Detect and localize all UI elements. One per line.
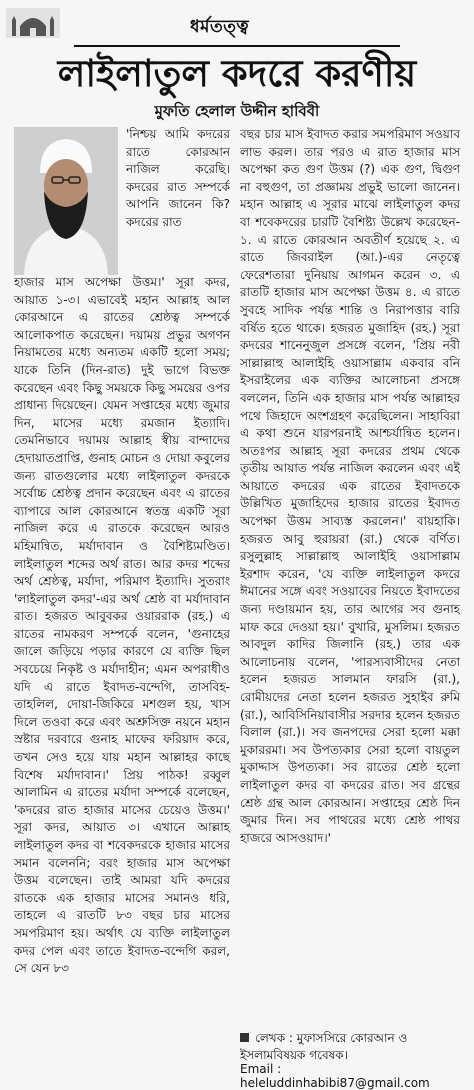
author-portrait-icon xyxy=(14,127,118,275)
section-label: ধর্মতত্ত্ব xyxy=(190,17,250,37)
article-headline: লাইলাতুল কদরে করণীয় xyxy=(57,52,417,95)
paragraph: 'নিশ্চয় আমি কদরের রাতে কোরআন নাজিল করেছি। কদরের রাত সম্পর্কে আপনি জানেন কি? কদরের রাত xyxy=(126,127,230,229)
section-header xyxy=(0,0,474,42)
paragraph: হাজার মাস অপেক্ষা উত্তম।' সূরা কদর, আয়াত ১-৩। এভাবেই মহান আল্লাহ আল কোরআনে এ রাতের শ্রেষ্ঠত্ব সম্পর্কে আলোকপাত করেছেন। দয়াময় প্রভুর অগণন নিয়ামতের মধ্যে অন্যতম একটি হলো সময়; যাকে তিনি (দিন-রাত) দুই ভাগে বিভক্ত করেছেন এবং কিছু সময়কে কিছু সময়ের ওপর প্রাধান্য দিয়েছেন। যেমন সপ্তাহের মধ্যে জুমার দিন, মাসের মধ্যে রমজান ইত্যাদি। তেমনিভাবে দয়াময় আল্লাহ স্বীয় বান্দাদের হেদায়াতপ্রাপ্তি, গুনাহ মোচন ও দোয়া কবুলের জন্য রাতগুলোর মধ্যে লাইলাতুল কদরকে সর্বোচ্চ শ্রেষ্ঠত্ব প্রদান করেছেন এবং এ রাতের ব্যাপারে আল কোরআনে স্বতন্ত্র একটি সূরা নাজিল করে এ রাতকে করেছেন আরও মহিমান্বিত, মর্যাদাবান ও বৈশিষ্ট্যমণ্ডিত। লাইলাতুল শব্দের অর্থ রাত। আর কদর শব্দের অর্থ শ্রেষ্ঠত্ব, মর্যাদা, পরিমাণ ইত্যাদি। সুতরাং 'লাইলাতুল কদর'-এর অর্থ শ্রেষ্ঠ বা মর্যাদাবান রাত। হজরত আবুবকর ওয়াররাক (রহ.) এ রাতের নামকরণ সম্পর্কে বলেন, 'গুনাহের জালে জড়িয়ে পড়ার কারণে যে ব্যক্তি ছিল সবচেয়ে নিকৃষ্ট ও মর্যাদাহীন; এমন অপরাধীও যদি এ রাতে ইবাদত-বন্দেগি, তাসবিহ-তাহলিল, দোয়া-জিকিরে মশগুল হয়, খাস দিলে তওবা করে এবং অশ্রুসিক্ত নয়নে মহান স্রষ্টার দরবারে গুনাহ মাফের ফরিয়াদ করে, তখন সেও হয়ে যায় মহান আল্লাহর কাছে বিশেষ মর্যাদাবান।' প্রিয় পাঠক! রব্বুল আলামিন এ রাতের মর্যাদা সম্পর্কে বলেছেন, 'কদরের রাত হাজার মাসের চেয়েও উত্তম।' সূরা কদর, আয়াত ৩। এখানে আল্লাহ লাইলাতুল কদর বা শবেকদরকে হাজার মাসের সমান বলেননি; বরং হাজার মাস অপেক্ষা উত্তম বলেছেন। তাই আমরা যদি কদরের রাতকে এক হাজার মাসের সমানও ধরি, তাহলে এ রাতটি ৮৩ বছর চার মাসের সমপরিমাণ হয়। অর্থাৎ যে ব্যক্তি লাইলাতুল কদর পেল এবং তাতে ইবাদত-বন্দেগি করল, সে যেন ৮৩ xyxy=(14,275,230,976)
author-email[interactable]: Email : heleluddinhabibi87@gmail.com xyxy=(240,1062,430,1090)
bullet-square-icon xyxy=(240,1033,249,1042)
author-note-text: লেখক : মুফাসসিরে কোরআন ও ইসলামবিষয়ক গবেষক। xyxy=(240,1031,408,1062)
mosque-icon xyxy=(6,8,60,38)
paragraph: বছর চার মাস ইবাদত করার সমপরিমাণ সওয়াব লাভ করল। তার পরও এ রাত হাজার মাস অপেক্ষা কত গুণ উত্তম (?) এক গুণ, দ্বিগুণ না বহুগুণ, তা প্রজ্ঞাময় প্রভুই ভালো জানেন। মহান আল্লাহ এ সূরার মাঝে লাইলাতুল কদর বা শবেকদরের চারটি বৈশিষ্ট্য উল্লেখ করেছেন- ১. এ রাতে কোরআন অবতীর্ণ হয়েছে ২. এ রাতে জিবরাইল (আ.)-এর নেতৃত্বে ফেরেশতারা দুনিয়ায় আগমন করেন ৩. এ রাতটি হাজার মাস অপেক্ষা উত্তম ৪. এ রাতে সুবহে সাদিক পর্যন্ত শান্তি ও নিরাপত্তার বারি বর্ষিত হতে থাকে। হজরত মুজাহিদ (রহ.) সূরা কদরের শানেনুজুল প্রসঙ্গে বলেন, 'প্রিয় নবী সাল্লাল্লাহু আলাইহি ওয়াসাল্লাম একবার বনি ইসরাইলের এক ব্যক্তির আলোচনা প্রসঙ্গে বললেন, তিনি এক হাজার মাস পর্যন্ত আল্লাহর পথে জিহাদে অংশগ্রহণ করেছিলেন। সাহাবিরা এ কথা শুনে যারপরনাই আশ্চর্যান্বিত হলেন। অতঃপর আল্লাহ সূরা কদরের প্রথম থেকে তৃতীয় আয়াত পর্যন্ত নাজিল করলেন এবং এই আয়াতে কদরের এক রাতের ইবাদতকে উল্লিখিত মুজাহিদের হাজার রাতের ইবাদত অপেক্ষা উত্তম সাব্যস্ত করলেন।' বায়হাকি। হজরত আবু হুরায়রা (রা.) থেকে বর্ণিত। রসুলুল্লাহ সাল্লাল্লাহু আলাইহি ওয়াসাল্লাম ইরশাদ করেন, 'যে ব্যক্তি লাইলাতুল কদরে ঈমানের সঙ্গে এবং সওয়াবের নিয়তে ইবাদতের জন্য দণ্ডায়মান হয়, তার আগের সব গুনাহ মাফ করে দেওয়া হয়।' বুখারি, মুসলিম। হজরত আবদুল কাদির জিলানি (রহ.) তার এক আলোচনায় বলেন, 'পারস্যবাসীদের নেতা হলেন হজরত সালমান ফারসি (রা.), রোমীয়দের নেতা হলেন হজরত সুহাইব রুমি (রা.), আবিসিনিয়াবাসীর সরদার হলেন হজরত বিলাল (রা.)। সব জনপদের সেরা হলো মক্কা মুকাররমা। সব উপত্যকার সেরা হলো বায়তুল মুকাদ্দাস উপত্যকা। সব রাতের শ্রেষ্ঠ হলো লাইলাতুল কদর বা কদরের রাত। সব গ্রন্থের শ্রেষ্ঠ গ্রন্থ আল কোরআন। সপ্তাহের শ্রেষ্ঠ দিন জুমার দিন। সব পাথরের মধ্যে শ্রেষ্ঠ পাথর হাজরে আসওয়াদ।' xyxy=(240,127,460,845)
author-byline: মুফতি হেলাল উদ্দীন হাবিবী xyxy=(154,102,320,120)
author-photo xyxy=(14,127,118,275)
article-text-column-2 xyxy=(240,126,460,847)
article-text-column-1a xyxy=(126,126,230,232)
author-note xyxy=(240,1030,460,1064)
divider xyxy=(74,45,400,47)
article-text-column-1b xyxy=(14,274,230,978)
